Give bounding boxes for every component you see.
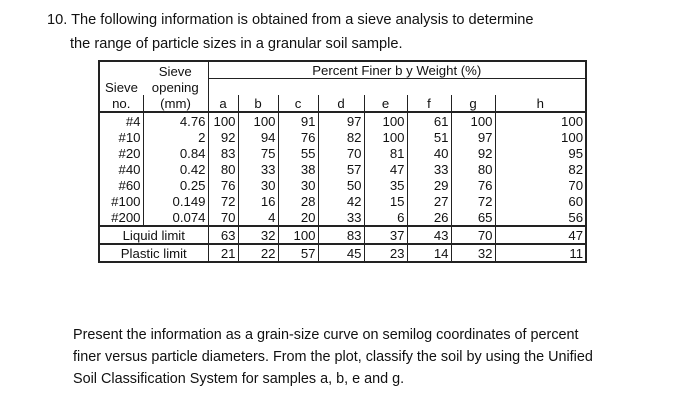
percent-finer-f: 33 <box>407 161 451 177</box>
percent-finer-g: 72 <box>451 193 495 209</box>
sample-header-b: b <box>238 95 278 112</box>
liquid-limit-a: 63 <box>208 226 238 244</box>
percent-finer-h: 100 <box>495 129 586 145</box>
percent-finer-e: 47 <box>364 161 407 177</box>
percent-finer-d: 82 <box>318 129 364 145</box>
percent-finer-e: 15 <box>364 193 407 209</box>
table-row <box>99 193 586 209</box>
sample-header-e: e <box>364 95 407 112</box>
sieve-number: #40 <box>99 161 143 177</box>
table-row <box>99 226 586 244</box>
plastic-limit-e: 23 <box>364 244 407 262</box>
percent-finer-f: 61 <box>407 112 451 129</box>
liquid-limit-f: 43 <box>407 226 451 244</box>
sieve-opening: 4.76 <box>143 112 208 129</box>
percent-finer-b: 75 <box>238 145 278 161</box>
sieve-number: #100 <box>99 193 143 209</box>
percent-finer-d: 70 <box>318 145 364 161</box>
percent-finer-g: 76 <box>451 177 495 193</box>
sieve-opening: 0.84 <box>143 145 208 161</box>
percent-finer-a: 70 <box>208 209 238 226</box>
percent-finer-c: 55 <box>278 145 318 161</box>
sieve-opening: 0.25 <box>143 177 208 193</box>
percent-finer-b: 100 <box>238 112 278 129</box>
percent-finer-h: 70 <box>495 177 586 193</box>
sieve-number: #60 <box>99 177 143 193</box>
percent-finer-c: 38 <box>278 161 318 177</box>
question-text-line-2: the range of particle sizes in a granular soil sample. <box>70 36 403 52</box>
percent-finer-c: 91 <box>278 112 318 129</box>
percent-finer-c: 20 <box>278 209 318 226</box>
sample-header-f: f <box>407 95 451 112</box>
table-row <box>99 112 586 129</box>
table-row <box>99 161 586 177</box>
percent-finer-d: 97 <box>318 112 364 129</box>
question-text-line-1: 10. The following information is obtained from a sieve analysis to determine <box>47 12 534 28</box>
percent-finer-g: 100 <box>451 112 495 129</box>
plastic-limit-h: 11 <box>495 244 586 262</box>
percent-finer-g: 65 <box>451 209 495 226</box>
sieve-number: #4 <box>99 112 143 129</box>
header-percent-finer: Percent Finer b y Weight (%) <box>208 61 586 79</box>
plastic-limit-label: Plastic limit <box>99 244 208 262</box>
percent-finer-h: 95 <box>495 145 586 161</box>
percent-finer-d: 33 <box>318 209 364 226</box>
liquid-limit-d: 83 <box>318 226 364 244</box>
sieve-opening: 0.074 <box>143 209 208 226</box>
percent-finer-g: 92 <box>451 145 495 161</box>
sieve-opening: 0.42 <box>143 161 208 177</box>
percent-finer-a: 83 <box>208 145 238 161</box>
sample-header-d: d <box>318 95 364 112</box>
header-sieve-label: Sieve <box>99 79 143 96</box>
plastic-limit-d: 45 <box>318 244 364 262</box>
table-row <box>99 129 586 145</box>
liquid-limit-g: 70 <box>451 226 495 244</box>
percent-finer-e: 6 <box>364 209 407 226</box>
percent-finer-b: 16 <box>238 193 278 209</box>
table-row <box>99 209 586 226</box>
plastic-limit-g: 32 <box>451 244 495 262</box>
percent-finer-c: 30 <box>278 177 318 193</box>
percent-finer-b: 33 <box>238 161 278 177</box>
header-opening-unit: (mm) <box>143 95 208 112</box>
plastic-limit-f: 14 <box>407 244 451 262</box>
percent-finer-a: 100 <box>208 112 238 129</box>
table-row <box>99 177 586 193</box>
liquid-limit-e: 37 <box>364 226 407 244</box>
percent-finer-b: 4 <box>238 209 278 226</box>
header-opening-line-1: Sieve <box>143 61 208 79</box>
instructions-line-3: Soil Classification System for samples a, b, e and g. <box>73 371 405 387</box>
percent-finer-c: 28 <box>278 193 318 209</box>
liquid-limit-h: 47 <box>495 226 586 244</box>
percent-finer-h: 56 <box>495 209 586 226</box>
percent-finer-f: 29 <box>407 177 451 193</box>
percent-finer-f: 27 <box>407 193 451 209</box>
percent-finer-e: 35 <box>364 177 407 193</box>
percent-finer-c: 76 <box>278 129 318 145</box>
sample-header-a: a <box>208 95 238 112</box>
percent-finer-e: 100 <box>364 112 407 129</box>
header-opening-line-2: opening <box>143 79 208 96</box>
percent-finer-e: 81 <box>364 145 407 161</box>
sieve-number: #20 <box>99 145 143 161</box>
percent-finer-h: 60 <box>495 193 586 209</box>
plastic-limit-b: 22 <box>238 244 278 262</box>
percent-finer-e: 100 <box>364 129 407 145</box>
sieve-number: #200 <box>99 209 143 226</box>
liquid-limit-b: 32 <box>238 226 278 244</box>
sieve-opening: 0.149 <box>143 193 208 209</box>
percent-finer-d: 57 <box>318 161 364 177</box>
liquid-limit-c: 100 <box>278 226 318 244</box>
instructions-line-2: finer versus particle diameters. From the plot, classify the soil by using the Unified <box>73 349 593 365</box>
percent-finer-a: 92 <box>208 129 238 145</box>
percent-finer-b: 30 <box>238 177 278 193</box>
sieve-number: #10 <box>99 129 143 145</box>
plastic-limit-a: 21 <box>208 244 238 262</box>
liquid-limit-label: Liquid limit <box>99 226 208 244</box>
percent-finer-f: 40 <box>407 145 451 161</box>
percent-finer-d: 50 <box>318 177 364 193</box>
percent-finer-h: 100 <box>495 112 586 129</box>
percent-finer-g: 80 <box>451 161 495 177</box>
table-row <box>99 145 586 161</box>
plastic-limit-c: 57 <box>278 244 318 262</box>
sieve-opening: 2 <box>143 129 208 145</box>
percent-finer-g: 97 <box>451 129 495 145</box>
table-row <box>99 244 586 262</box>
sample-header-h: h <box>495 95 586 112</box>
percent-finer-a: 76 <box>208 177 238 193</box>
header-spacer <box>208 79 586 96</box>
header-sieve-no-line-1 <box>99 61 143 79</box>
sample-header-g: g <box>451 95 495 112</box>
percent-finer-h: 82 <box>495 161 586 177</box>
sieve-analysis-table <box>98 60 587 263</box>
sample-header-c: c <box>278 95 318 112</box>
percent-finer-a: 72 <box>208 193 238 209</box>
percent-finer-f: 51 <box>407 129 451 145</box>
percent-finer-d: 42 <box>318 193 364 209</box>
instructions-line-1: Present the information as a grain-size curve on semilog coordinates of percent <box>73 327 579 343</box>
header-sieve-no-label: no. <box>99 95 143 112</box>
percent-finer-b: 94 <box>238 129 278 145</box>
percent-finer-f: 26 <box>407 209 451 226</box>
percent-finer-a: 80 <box>208 161 238 177</box>
